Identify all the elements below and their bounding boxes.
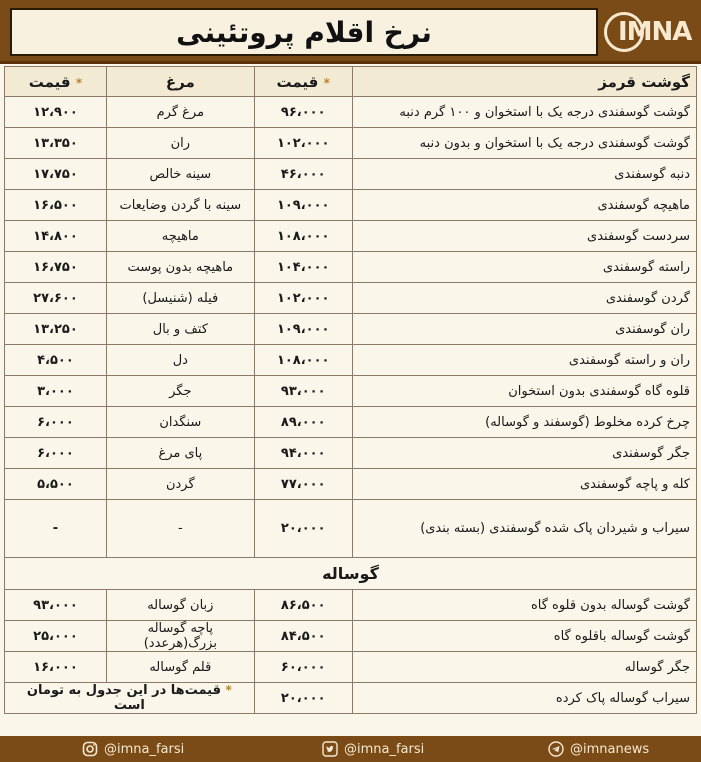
section-calf-row bbox=[5, 558, 697, 590]
table-row bbox=[5, 376, 697, 407]
col-chicken-price: * قیمت bbox=[5, 67, 107, 97]
instagram-handle: @imna_farsi bbox=[104, 741, 185, 757]
meat-name: جگر گوساله bbox=[352, 652, 696, 683]
chicken-price: ۶،۰۰۰ bbox=[5, 407, 107, 438]
chicken-name: ماهیچه bbox=[106, 221, 254, 252]
meat-price: ۱۰۴،۰۰۰ bbox=[254, 252, 352, 283]
meat-price: ۲۰،۰۰۰ bbox=[254, 500, 352, 558]
chicken-name: قلم گوساله bbox=[106, 652, 254, 683]
chicken-name: زبان گوساله bbox=[106, 590, 254, 621]
chicken-price: ۱۲،۹۰۰ bbox=[5, 97, 107, 128]
chicken-price: ۳،۰۰۰ bbox=[5, 376, 107, 407]
telegram-handle: @imnanews bbox=[570, 741, 650, 757]
meat-name: جگر گوسفندی bbox=[352, 438, 696, 469]
table-row bbox=[5, 97, 697, 128]
chicken-name: مرغ گرم bbox=[106, 97, 254, 128]
col-meat-price: * قیمت bbox=[254, 67, 352, 97]
chicken-price: ۱۶،۷۵۰ bbox=[5, 252, 107, 283]
page-title: نرخ اقلام پروتئینی bbox=[10, 8, 598, 56]
chicken-price: ۹۳،۰۰۰ bbox=[5, 590, 107, 621]
chicken-name: دل bbox=[106, 345, 254, 376]
meat-price: ۹۴،۰۰۰ bbox=[254, 438, 352, 469]
chicken-price: ۱۷،۷۵۰ bbox=[5, 159, 107, 190]
price-table bbox=[4, 66, 697, 714]
table-row bbox=[5, 500, 697, 558]
table-row bbox=[5, 469, 697, 500]
chicken-name: گردن bbox=[106, 469, 254, 500]
col-red-meat: گوشت قرمز bbox=[352, 67, 696, 97]
table-header-row bbox=[5, 67, 697, 97]
meat-price: ۹۳،۰۰۰ bbox=[254, 376, 352, 407]
table-row bbox=[5, 252, 697, 283]
meat-price: ۸۴،۵۰۰ bbox=[254, 621, 352, 652]
meat-name: دنبه گوسفندی bbox=[352, 159, 696, 190]
chicken-name: پاچه گوساله بزرگ(هرعدد) bbox=[106, 621, 254, 652]
chicken-price: ۵،۵۰۰ bbox=[5, 469, 107, 500]
meat-name: قلوه گاه گوسفندی بدون استخوان bbox=[352, 376, 696, 407]
table-row bbox=[5, 590, 697, 621]
chicken-name: پای مرغ bbox=[106, 438, 254, 469]
chicken-name: ماهیچه بدون پوست bbox=[106, 252, 254, 283]
table-row bbox=[5, 190, 697, 221]
chicken-price: ۱۶،۰۰۰ bbox=[5, 652, 107, 683]
table-row bbox=[5, 683, 697, 714]
chicken-name: سنگدان bbox=[106, 407, 254, 438]
table-row bbox=[5, 159, 697, 190]
meat-price: ۱۰۹،۰۰۰ bbox=[254, 190, 352, 221]
chicken-price: - bbox=[5, 500, 107, 558]
meat-name: گوشت گوسفندی درجه یک با استخوان و ۱۰۰ گرم دنبه bbox=[352, 97, 696, 128]
meat-name: گوشت گوسفندی درجه یک با استخوان و بدون دنبه bbox=[352, 128, 696, 159]
star-icon: * bbox=[225, 683, 232, 697]
meat-name: ران گوسفندی bbox=[352, 314, 696, 345]
chicken-price: ۱۳،۳۵۰ bbox=[5, 128, 107, 159]
meat-name: گوشت گوساله بدون قلوه گاه bbox=[352, 590, 696, 621]
meat-price: ۴۶،۰۰۰ bbox=[254, 159, 352, 190]
star-icon: * bbox=[323, 75, 330, 90]
meat-price: ۸۶،۵۰۰ bbox=[254, 590, 352, 621]
star-icon: * bbox=[75, 75, 83, 90]
footer-instagram[interactable] bbox=[82, 739, 184, 759]
meat-price: ۶۰،۰۰۰ bbox=[254, 652, 352, 683]
twitter-icon bbox=[322, 741, 338, 757]
table-row bbox=[5, 128, 697, 159]
meat-name: کله و پاچه گوسفندی bbox=[352, 469, 696, 500]
table-row bbox=[5, 314, 697, 345]
meat-price: ۸۹،۰۰۰ bbox=[254, 407, 352, 438]
chicken-name: - bbox=[106, 500, 254, 558]
table-row bbox=[5, 345, 697, 376]
meat-name: چرخ کرده مخلوط (گوسفند و گوساله) bbox=[352, 407, 696, 438]
currency-note bbox=[5, 683, 255, 714]
table-row bbox=[5, 407, 697, 438]
meat-name: گردن گوسفندی bbox=[352, 283, 696, 314]
table-row bbox=[5, 283, 697, 314]
twitter-handle: @imna_farsi bbox=[344, 741, 425, 757]
instagram-icon bbox=[82, 741, 98, 757]
currency-note-text: قیمت‌ها در این جدول به تومان است bbox=[26, 683, 221, 713]
chicken-price: ۱۶،۵۰۰ bbox=[5, 190, 107, 221]
meat-price: ۱۰۹،۰۰۰ bbox=[254, 314, 352, 345]
imna-logo bbox=[604, 10, 694, 54]
meat-price: ۱۰۲،۰۰۰ bbox=[254, 128, 352, 159]
telegram-icon bbox=[548, 741, 564, 757]
meat-name: سیراب گوساله پاک کرده bbox=[352, 683, 696, 714]
footer-telegram[interactable] bbox=[548, 739, 649, 759]
meat-price: ۱۰۲،۰۰۰ bbox=[254, 283, 352, 314]
footer-bar bbox=[0, 736, 701, 762]
chicken-name: کتف و بال bbox=[106, 314, 254, 345]
chicken-name: سینه خالص bbox=[106, 159, 254, 190]
table-row bbox=[5, 221, 697, 252]
chicken-price: ۴،۵۰۰ bbox=[5, 345, 107, 376]
chicken-price: ۲۵،۰۰۰ bbox=[5, 621, 107, 652]
table-row bbox=[5, 438, 697, 469]
col-chicken: مرغ bbox=[106, 67, 254, 97]
logo-text: IMNA bbox=[618, 17, 692, 47]
meat-price: ۱۰۸،۰۰۰ bbox=[254, 221, 352, 252]
table-row bbox=[5, 621, 697, 652]
section-calf-title: گوساله bbox=[5, 558, 697, 590]
chicken-name: فیله (شنیسل) bbox=[106, 283, 254, 314]
meat-name: ران و راسته گوسفندی bbox=[352, 345, 696, 376]
meat-name: راسته گوسفندی bbox=[352, 252, 696, 283]
chicken-price: ۱۳،۲۵۰ bbox=[5, 314, 107, 345]
chicken-price: ۱۴،۸۰۰ bbox=[5, 221, 107, 252]
table-row bbox=[5, 652, 697, 683]
meat-price: ۱۰۸،۰۰۰ bbox=[254, 345, 352, 376]
chicken-price: ۲۷،۶۰۰ bbox=[5, 283, 107, 314]
meat-name: سیراب و شیردان پاک شده گوسفندی (بسته بندی) bbox=[352, 500, 696, 558]
footer-twitter[interactable] bbox=[322, 739, 424, 759]
chicken-name: ران bbox=[106, 128, 254, 159]
meat-name: گوشت گوساله باقلوه گاه bbox=[352, 621, 696, 652]
meat-price: ۲۰،۰۰۰ bbox=[254, 683, 352, 714]
meat-name: ماهیچه گوسفندی bbox=[352, 190, 696, 221]
meat-name: سردست گوسفندی bbox=[352, 221, 696, 252]
chicken-name: سینه با گردن وضایعات bbox=[106, 190, 254, 221]
chicken-name: جگر bbox=[106, 376, 254, 407]
header-bar bbox=[0, 0, 701, 64]
chicken-price: ۶،۰۰۰ bbox=[5, 438, 107, 469]
meat-price: ۷۷،۰۰۰ bbox=[254, 469, 352, 500]
meat-price: ۹۶،۰۰۰ bbox=[254, 97, 352, 128]
